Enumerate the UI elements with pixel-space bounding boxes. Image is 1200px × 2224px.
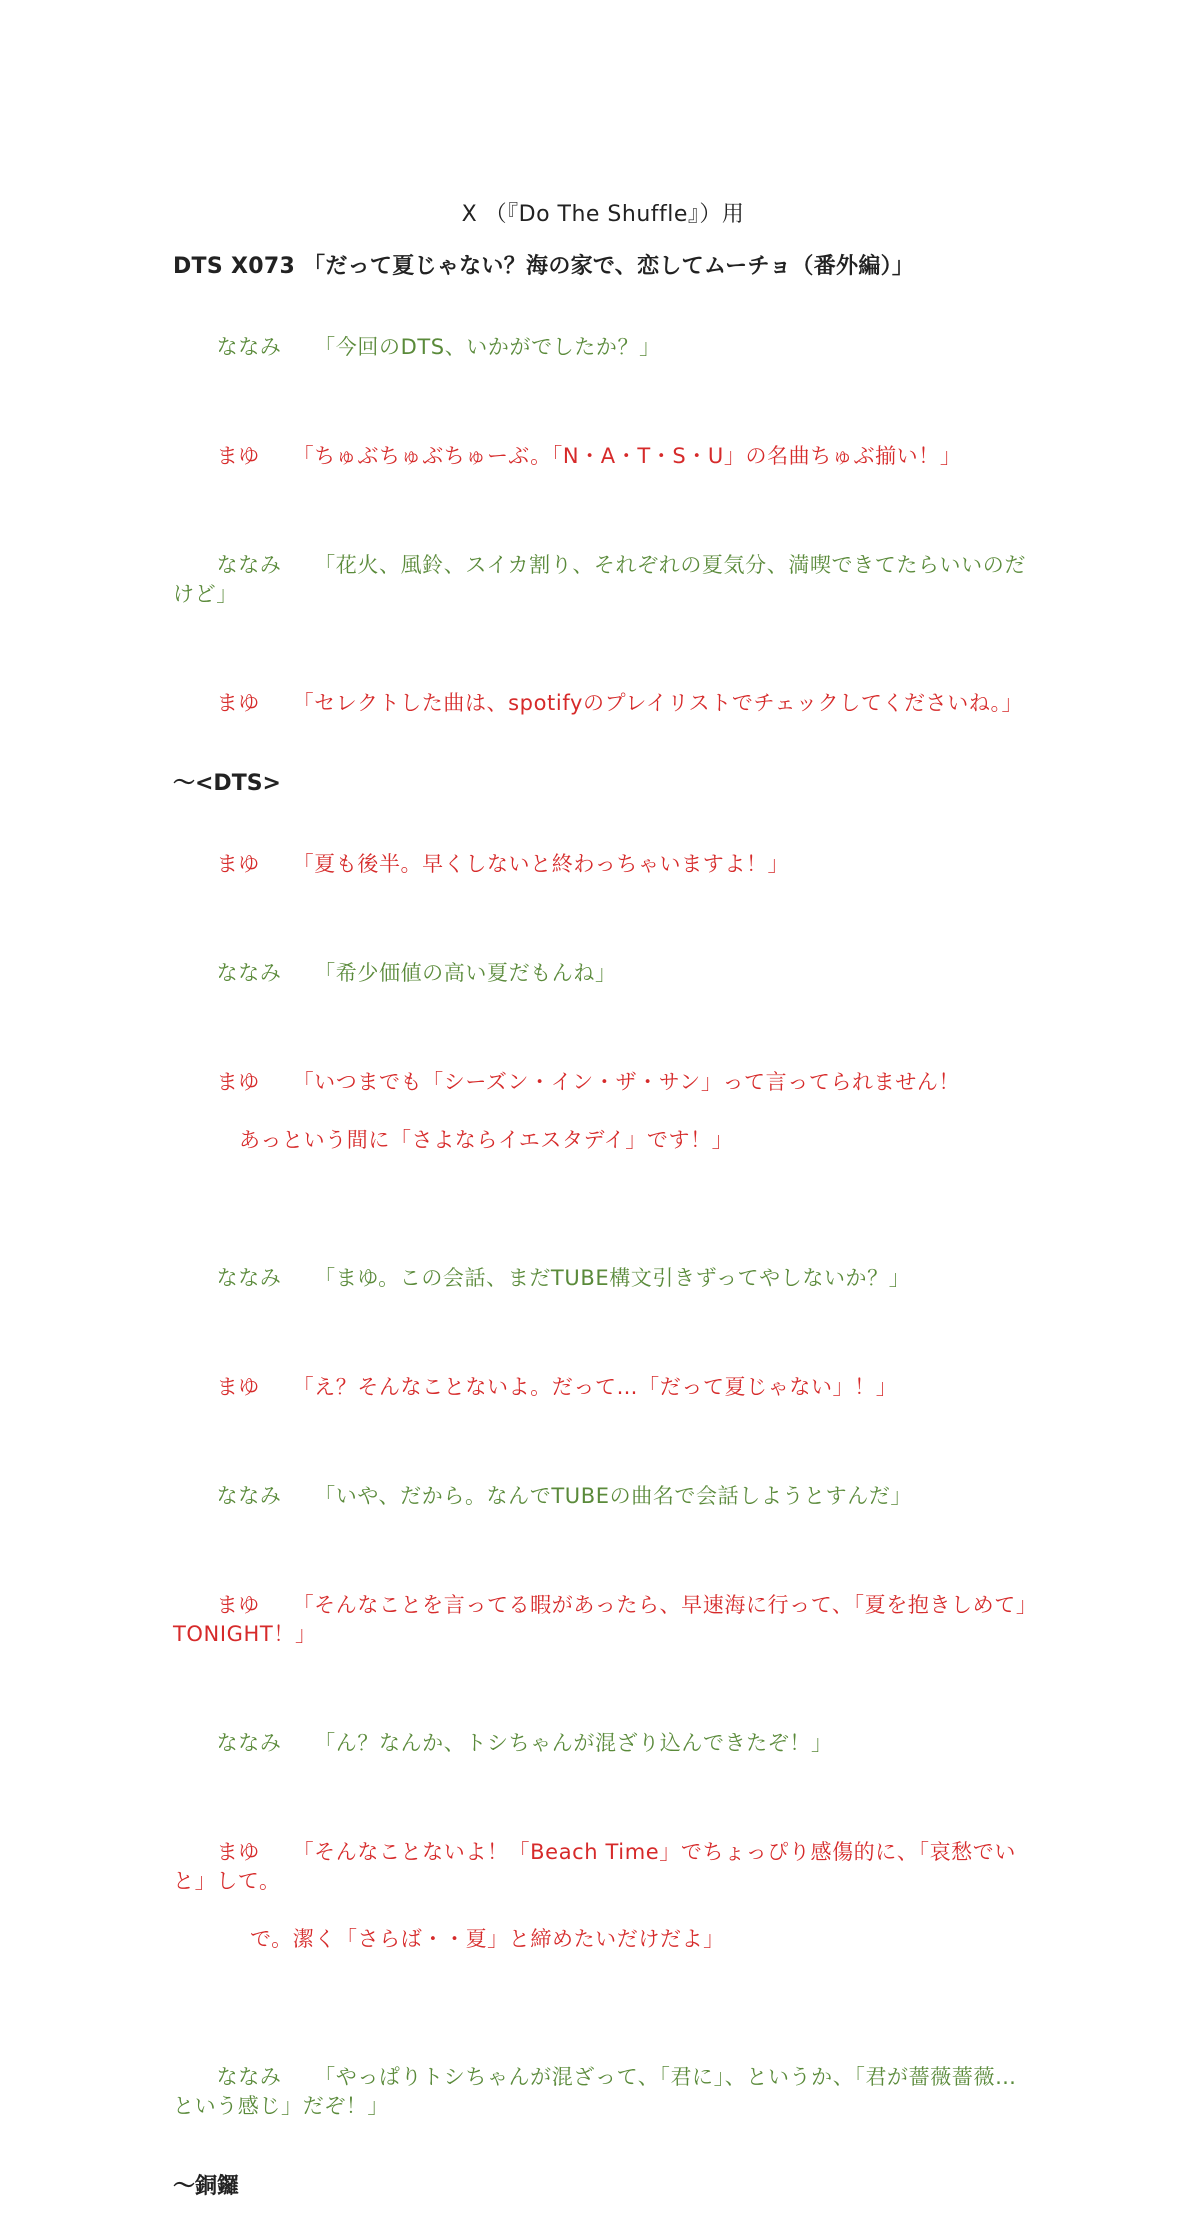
dialogue-text: 「いつまでも「シーズン・イン・ザ・サン」って言ってられません！ <box>303 1070 961 1094</box>
dialogue-text: 「花火、風鈴、スイカ割り、それぞれの夏気分、満喫できてたらいいのだけど」 <box>173 553 1026 606</box>
dialogue-continuation: で。潔く「さらば・・夏」と締めたいだけだよ」 <box>250 1927 725 1951</box>
dialogue-text: 「夏も後半。早くしないと終わっちゃいますよ！」 <box>303 852 790 876</box>
document-header: X （『Do The Shuffle』）用 <box>461 202 745 227</box>
dialogue-line <box>173 2034 1033 2150</box>
dialogue-text: 「今回のDTS、いかがでしたか？」 <box>324 335 661 359</box>
dialogue-text: 「そんなことないよ！「Beach Time」でちょっぴり感傷的に、「哀愁でいと」して。 <box>173 1840 1016 1893</box>
dialogue-text: 「希少価値の高い夏だもんね」 <box>324 961 617 985</box>
dialogue-text: 「いや、だから。なんでTUBEの曲名で会話しようとすんだ」 <box>324 1484 913 1508</box>
dialogue-line <box>173 1235 1033 1322</box>
speaker-name: ななみ <box>216 1484 282 1508</box>
speaker-name: ななみ <box>216 1731 282 1755</box>
speaker-name: まゆ <box>216 852 260 876</box>
speaker-name: まゆ <box>216 1840 260 1864</box>
speaker-name: まゆ <box>216 1593 260 1617</box>
speaker-name: ななみ <box>216 1266 282 1290</box>
dialogue-line <box>173 930 1033 1017</box>
dialogue-line <box>173 821 1033 908</box>
section-heading: 〜<DTS> <box>173 771 281 796</box>
dialogue-line <box>173 1039 1033 1213</box>
speaker-name: まゆ <box>216 691 260 715</box>
dialogue-line <box>173 304 1033 391</box>
dialogue-text: 「セレクトした曲は、spotifyのプレイリストでチェックしてくださいね。」 <box>303 691 1024 715</box>
speaker-name: ななみ <box>216 335 282 359</box>
dialogue-line <box>173 1562 1033 1678</box>
script-title: DTS X073 「だって夏じゃない？海の家で、恋してムーチョ（番外編）」 <box>173 254 915 279</box>
dialogue-text: 「まゆ。この会話、まだTUBE構文引きずってやしないか？」 <box>324 1266 911 1290</box>
dialogue-line <box>173 413 1033 500</box>
dialogue-line <box>173 1700 1033 1787</box>
dialogue-line <box>173 522 1033 638</box>
dialogue-text: 「そんなことを言ってる暇があったら、早速海に行って、「夏を抱きしめて」TONIGHT！」 <box>173 1593 1027 1646</box>
speaker-name: ななみ <box>216 553 282 577</box>
dialogue-continuation: あっという間に「さよならイエスタデイ」です！」 <box>239 1128 734 1152</box>
speaker-name: まゆ <box>216 1375 260 1399</box>
speaker-name: ななみ <box>216 2065 282 2089</box>
dialogue-line <box>173 660 1033 747</box>
dialogue-line <box>173 1453 1033 1540</box>
speaker-name: ななみ <box>216 961 282 985</box>
dialogue-text: 「ん？なんか、トシちゃんが混ざり込んできたぞ！」 <box>324 1731 833 1755</box>
speaker-name: まゆ <box>216 444 260 468</box>
document-content <box>173 200 1033 2224</box>
speaker-name: まゆ <box>216 1070 260 1094</box>
dialogue-text: 「ちゅぶちゅぶちゅーぶ。「N・A・T・S・U」の名曲ちゅぶ揃い！」 <box>303 444 962 468</box>
dialogue-text: 「え？そんなことないよ。だって…「だって夏じゃない」！」 <box>303 1375 898 1399</box>
section-heading: 〜銅鑼 <box>173 2174 240 2199</box>
dialogue-text: 「やっぱりトシちゃんが混ざって、「君に」、というか、「君が薔薇薔薇…という感じ」だぞ！」 <box>173 2065 1017 2118</box>
dialogue-line <box>173 1344 1033 1431</box>
dialogue-line <box>173 1809 1033 2012</box>
